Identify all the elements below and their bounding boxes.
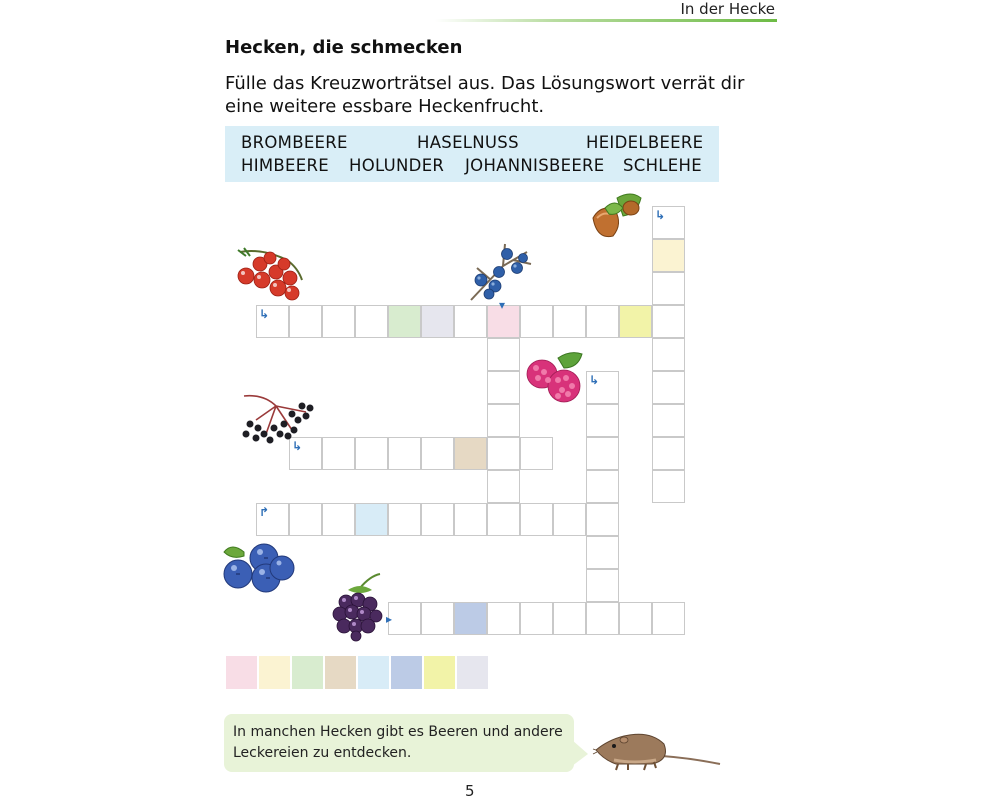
page-number: 5 [465, 782, 475, 800]
crossword-cell[interactable] [586, 503, 619, 536]
crossword-cell[interactable] [421, 503, 454, 536]
crossword-cell[interactable] [487, 404, 520, 437]
section-label: In der Hecke [680, 0, 775, 18]
crossword-cell[interactable] [553, 305, 586, 338]
crossword-cell[interactable] [520, 503, 553, 536]
crossword-cell[interactable] [355, 503, 388, 536]
crossword-cell[interactable] [454, 305, 487, 338]
crossword-cell[interactable] [454, 503, 487, 536]
crossword-cell[interactable] [520, 437, 553, 470]
crossword-cell[interactable] [586, 305, 619, 338]
crossword-cell[interactable] [652, 338, 685, 371]
word-bank-item: HOLUNDER [349, 156, 445, 175]
crossword-cell[interactable] [652, 602, 685, 635]
crossword-cell[interactable] [520, 602, 553, 635]
crossword-cell[interactable] [388, 602, 421, 635]
callout-pointer [572, 740, 592, 770]
word-bank-item: HASELNUSS [417, 133, 519, 152]
crossword-cell[interactable] [586, 404, 619, 437]
crossword-cell[interactable] [520, 305, 553, 338]
blueberry-icon [222, 538, 296, 594]
crossword-cell[interactable] [454, 437, 487, 470]
crossword-cell[interactable] [586, 602, 619, 635]
crossword-cell[interactable] [586, 470, 619, 503]
crossword-cell[interactable] [553, 503, 586, 536]
crossword-cell[interactable] [652, 470, 685, 503]
word-bank-item: SCHLEHE [623, 156, 702, 175]
raspberry-icon [524, 350, 588, 410]
crossword-cell[interactable] [322, 305, 355, 338]
crossword-cell[interactable] [652, 239, 685, 272]
crossword-cell[interactable] [652, 437, 685, 470]
clue-start-arrow-icon: ▾ [499, 298, 506, 312]
crossword-cell[interactable] [388, 437, 421, 470]
blackberry-icon [330, 572, 386, 642]
crossword-cell[interactable] [652, 272, 685, 305]
info-line-2: Leckereien zu entdecken. [233, 745, 412, 761]
clue-start-arrow-icon: ▸ [386, 612, 393, 626]
crossword-cell[interactable] [355, 437, 388, 470]
crossword-cell[interactable] [322, 503, 355, 536]
crossword-cell[interactable] [355, 305, 388, 338]
crossword-cell[interactable] [388, 305, 421, 338]
crossword-cell[interactable] [289, 503, 322, 536]
word-bank-item: HIMBEERE [241, 156, 329, 175]
elderberry-icon [236, 390, 320, 453]
redcurrant-icon [232, 246, 312, 306]
crossword-cell[interactable] [619, 602, 652, 635]
sloe-icon [467, 240, 537, 304]
clue-start-arrow-icon: ↳ [292, 439, 303, 453]
crossword-cell[interactable] [487, 371, 520, 404]
clue-start-arrow-icon: ↳ [259, 307, 270, 321]
word-bank-item: BROMBEERE [241, 133, 348, 152]
crossword-cell[interactable] [421, 602, 454, 635]
crossword-cell[interactable] [652, 305, 685, 338]
instructions-line-2: eine weitere essbare Heckenfrucht. [225, 96, 545, 117]
crossword-cell[interactable] [322, 437, 355, 470]
crossword-cell[interactable] [388, 503, 421, 536]
clue-start-arrow-icon: ↳ [589, 373, 600, 387]
crossword-cell[interactable] [586, 437, 619, 470]
crossword-cell[interactable] [289, 305, 322, 338]
crossword-cell[interactable] [454, 602, 487, 635]
exercise-title: Hecken, die schmecken [225, 37, 463, 58]
crossword-cell[interactable] [421, 437, 454, 470]
crossword-cell[interactable] [487, 470, 520, 503]
crossword-cell[interactable] [553, 602, 586, 635]
crossword-cell[interactable] [652, 404, 685, 437]
crossword-cell[interactable] [421, 305, 454, 338]
word-bank-item: HEIDELBEERE [586, 133, 704, 152]
instructions-line-1: Fülle das Kreuzworträtsel aus. Das Lösungswort verrät dir [225, 73, 745, 94]
crossword-cell[interactable] [652, 371, 685, 404]
crossword-cell[interactable] [619, 305, 652, 338]
clue-start-arrow-icon: ↳ [655, 208, 666, 222]
crossword-cell[interactable] [586, 536, 619, 569]
crossword-cell[interactable] [487, 437, 520, 470]
info-text [233, 722, 573, 764]
word-bank-item: JOHANNISBEERE [465, 156, 605, 175]
shrew-icon [594, 722, 724, 774]
crossword-cell[interactable] [487, 602, 520, 635]
info-line-1: In manchen Hecken gibt es Beeren und andere [233, 724, 563, 740]
crossword-cell[interactable] [586, 569, 619, 602]
hazelnut-icon [587, 188, 647, 244]
crossword-cell[interactable] [487, 503, 520, 536]
crossword-cell[interactable] [487, 338, 520, 371]
clue-start-arrow-icon: ↱ [259, 505, 270, 519]
